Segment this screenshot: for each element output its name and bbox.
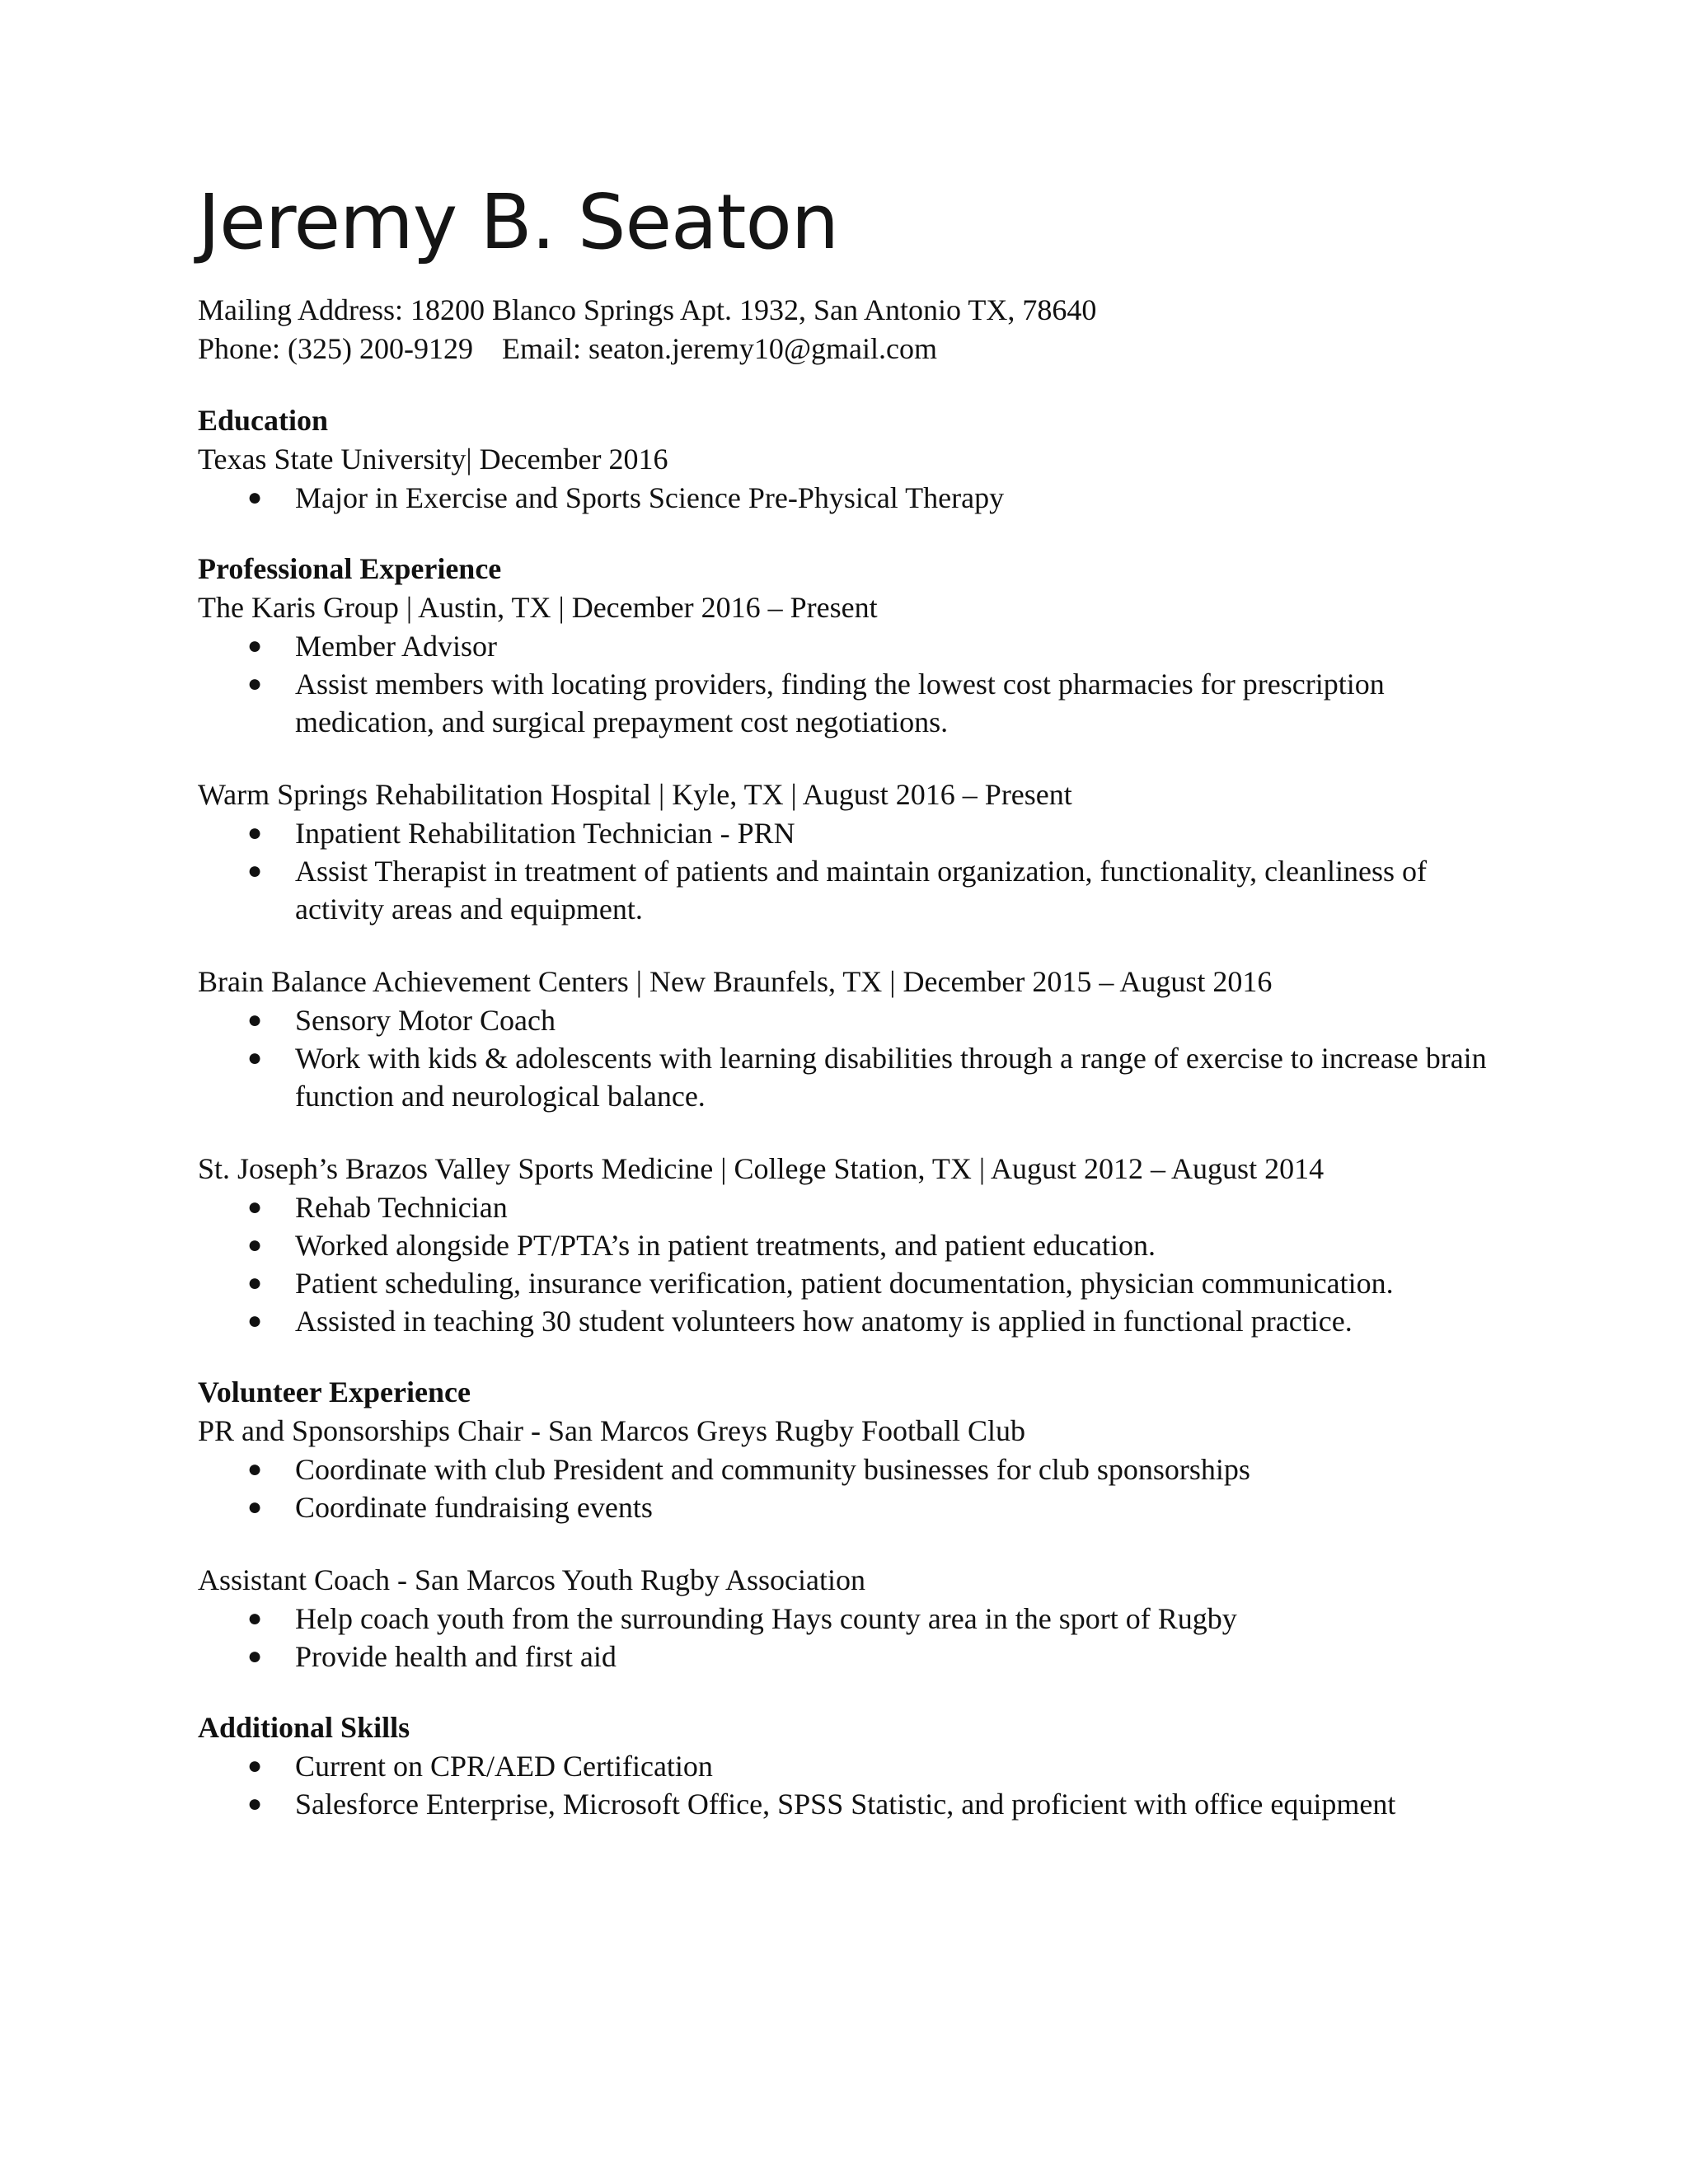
job-heading: Warm Springs Rehabilitation Hospital | Kyle, TX | August 2016 – Present bbox=[198, 778, 1072, 811]
skills-title: Additional Skills bbox=[198, 1711, 410, 1744]
bullet-icon: ● bbox=[247, 1752, 263, 1779]
list-item: ● Assisted in teaching 30 student volunteers how anatomy is applied in functional practice. bbox=[198, 1302, 1517, 1340]
job-bullets bbox=[198, 1001, 1517, 1115]
bullet-icon: ● bbox=[247, 1455, 263, 1483]
email-label: Email: bbox=[501, 332, 581, 365]
bullet-icon: ● bbox=[247, 1044, 263, 1071]
list-item: ● Provide health and first aid bbox=[198, 1638, 1517, 1675]
skills-bullets bbox=[198, 1747, 1517, 1823]
job-entry-brain-balance bbox=[198, 963, 1517, 1115]
email-value: seaton.jeremy10@gmail.com bbox=[588, 332, 938, 365]
education-school-line: Texas State University| December 2016 bbox=[198, 443, 668, 476]
job-entry-karis bbox=[198, 588, 1517, 741]
bullet-icon: ● bbox=[247, 670, 263, 697]
list-item: ● Member Advisor bbox=[198, 627, 1517, 665]
volunteer-title: Volunteer Experience bbox=[198, 1376, 471, 1408]
list-item: ● Salesforce Enterprise, Microsoft Office, SPSS Statistic, and proficient with office equipment bbox=[198, 1785, 1517, 1823]
education-bullets bbox=[198, 479, 1517, 517]
phone-email-line bbox=[198, 330, 1517, 368]
list-item: ● Assist members with locating providers, finding the lowest cost pharmacies for prescription medication, and surgical prepayment cost negotiations. bbox=[198, 665, 1517, 741]
bullet-icon: ● bbox=[247, 1493, 263, 1521]
list-item: ● Work with kids & adolescents with learning disabilities through a range of exercise to increase brain function and neurological balance. bbox=[198, 1039, 1517, 1115]
list-item: ● Coordinate fundraising events bbox=[198, 1488, 1517, 1526]
bullet-icon: ● bbox=[247, 484, 263, 511]
list-item: ● Inpatient Rehabilitation Technician - PRN bbox=[198, 814, 1517, 852]
address-value: 18200 Blanco Springs Apt. 1932, San Antonio TX, 78640 bbox=[410, 293, 1097, 326]
job-entry-st-josephs bbox=[198, 1150, 1517, 1340]
address-line bbox=[198, 291, 1517, 330]
volunteer-heading: Assistant Coach - San Marcos Youth Rugby Association bbox=[198, 1563, 865, 1596]
list-item: ● Worked alongside PT/PTA’s in patient treatments, and patient education. bbox=[198, 1226, 1517, 1264]
bullet-icon: ● bbox=[247, 632, 263, 659]
professional-title: Professional Experience bbox=[198, 552, 502, 585]
job-heading: Brain Balance Achievement Centers | New Braunfels, TX | December 2015 – August 2016 bbox=[198, 965, 1273, 998]
phone-label: Phone: bbox=[198, 332, 281, 365]
bullet-icon: ● bbox=[247, 1307, 263, 1334]
bullet-icon: ● bbox=[247, 1605, 263, 1632]
list-item: ● Rehab Technician bbox=[198, 1188, 1517, 1226]
volunteer-bullets bbox=[198, 1600, 1517, 1675]
bullet-icon: ● bbox=[247, 1006, 263, 1033]
education-title: Education bbox=[198, 404, 329, 437]
list-item: ● Major in Exercise and Sports Science Pre-Physical Therapy bbox=[198, 479, 1517, 517]
phone-value: (325) 200-9129 bbox=[288, 332, 473, 365]
bullet-icon: ● bbox=[247, 1193, 263, 1221]
resume-name: Jeremy B. Seaton bbox=[198, 178, 839, 266]
list-item: ● Sensory Motor Coach bbox=[198, 1001, 1517, 1039]
job-bullets bbox=[198, 814, 1517, 928]
bullet-icon: ● bbox=[247, 1643, 263, 1670]
bullet-icon: ● bbox=[247, 857, 263, 884]
volunteer-heading: PR and Sponsorships Chair - San Marcos Greys Rugby Football Club bbox=[198, 1414, 1025, 1447]
bullet-icon: ● bbox=[247, 1790, 263, 1817]
volunteer-section bbox=[198, 1373, 1517, 1675]
volunteer-bullets bbox=[198, 1451, 1517, 1526]
job-bullets bbox=[198, 1188, 1517, 1340]
job-entry-warm-springs bbox=[198, 776, 1517, 928]
list-item: ● Help coach youth from the surrounding Hays county area in the sport of Rugby bbox=[198, 1600, 1517, 1638]
volunteer-entry-rugby-club bbox=[198, 1412, 1517, 1526]
list-item: ● Current on CPR/AED Certification bbox=[198, 1747, 1517, 1785]
list-item: ● Assist Therapist in treatment of patients and maintain organization, functionality, cleanliness of activity areas and equipment. bbox=[198, 852, 1517, 928]
job-heading: St. Joseph’s Brazos Valley Sports Medicine | College Station, TX | August 2012 – August 2014 bbox=[198, 1152, 1325, 1185]
bullet-icon: ● bbox=[247, 1231, 263, 1258]
professional-section bbox=[198, 550, 1517, 1340]
list-item: ● Patient scheduling, insurance verification, patient documentation, physician communication. bbox=[198, 1264, 1517, 1302]
list-item: ● Coordinate with club President and community businesses for club sponsorships bbox=[198, 1451, 1517, 1488]
job-bullets bbox=[198, 627, 1517, 741]
volunteer-entry-youth-rugby bbox=[198, 1561, 1517, 1675]
address-label: Mailing Address: bbox=[198, 293, 403, 326]
bullet-icon: ● bbox=[247, 819, 263, 846]
skills-section bbox=[198, 1708, 1517, 1823]
resume-page bbox=[198, 177, 1517, 1823]
education-section bbox=[198, 401, 1517, 517]
job-heading: The Karis Group | Austin, TX | December 2016 – Present bbox=[198, 591, 878, 624]
bullet-icon: ● bbox=[247, 1269, 263, 1296]
